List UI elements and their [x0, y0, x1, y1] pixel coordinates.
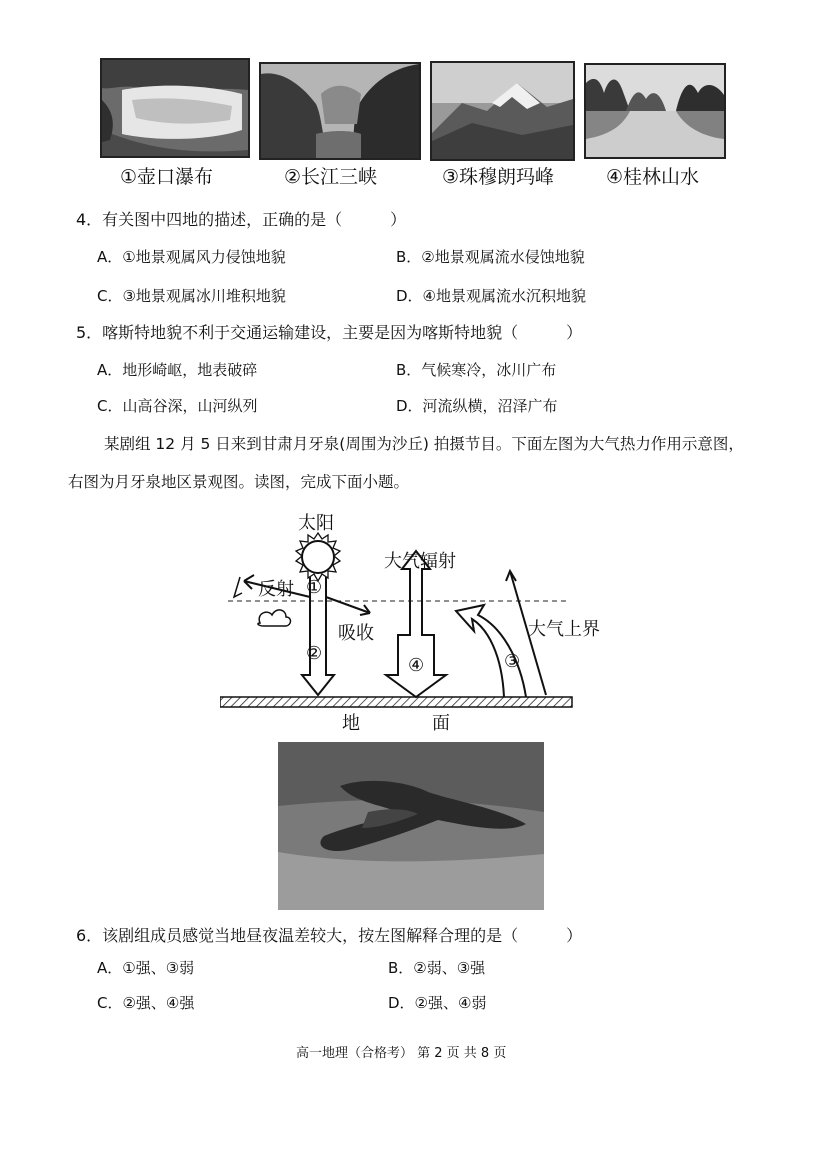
sun-icon	[296, 533, 340, 581]
label-atm-radiation: 大气辐射	[384, 551, 456, 572]
photo-caption: ①壶口瀑布	[120, 166, 214, 188]
label-absorb: 吸收	[338, 623, 374, 644]
label-n4: ④	[408, 655, 425, 676]
diagram-drawing	[220, 505, 580, 735]
page-footer: 高一地理（合格考） 第 2 页 共 8 页	[296, 1046, 507, 1061]
label-ground-right: 面	[432, 713, 450, 734]
label-n3: ③	[504, 651, 521, 672]
question-6-option-c[interactable]: C．②强、④强	[97, 994, 195, 1012]
question-5-option-b[interactable]: B．气候寒冷，冰川广布	[396, 361, 557, 379]
intro-line-1: 某剧组 12 月 5 日来到甘肃月牙泉(周围为沙丘) 拍摄节目。下面左图为大气热力作用示意图，	[104, 435, 744, 453]
label-n1: ①	[306, 577, 323, 598]
label-n2: ②	[306, 643, 323, 664]
question-6-option-a[interactable]: A．①强、③弱	[97, 959, 195, 977]
question-5-option-a[interactable]: A．地形崎岖，地表破碎	[97, 361, 258, 379]
label-atm-boundary: 大气上界	[528, 619, 600, 640]
question-4-stem: 4．有关图中四地的描述，正确的是（ ）	[76, 210, 407, 229]
photo-caption: ②长江三峡	[284, 166, 378, 188]
photo-caption: ③珠穆朗玛峰	[442, 166, 555, 188]
question-5-option-d[interactable]: D．河流纵横，沼泽广布	[396, 397, 558, 415]
photo-three-gorges	[259, 62, 421, 160]
question-4-option-d[interactable]: D．④地景观属流水沉积地貌	[396, 287, 586, 305]
question-5-stem: 5．喀斯特地貌不利于交通运输建设，主要是因为喀斯特地貌（ ）	[76, 323, 583, 342]
question-6-option-b[interactable]: B．②弱、③强	[388, 959, 486, 977]
atmosphere-heat-diagram	[220, 505, 600, 735]
photo-hukou-waterfall	[100, 58, 250, 158]
question-5-option-c[interactable]: C．山高谷深，山河纵列	[97, 397, 258, 415]
question-6-option-d[interactable]: D．②强、④弱	[388, 994, 487, 1012]
photo-caption: ④桂林山水	[606, 166, 700, 188]
question-4-option-b[interactable]: B．②地景观属流水侵蚀地貌	[396, 248, 585, 266]
cloud-icon	[258, 610, 291, 626]
question-6-stem: 6．该剧组成员感觉当地昼夜温差较大，按左图解释合理的是（ ）	[76, 926, 583, 945]
label-sun: 太阳	[298, 513, 334, 534]
photo-everest	[430, 61, 575, 161]
label-reflect: 反射	[258, 579, 294, 600]
question-4-option-a[interactable]: A．①地景观属风力侵蚀地貌	[97, 248, 286, 266]
question-4-option-c[interactable]: C．③地景观属冰川堆积地貌	[97, 287, 286, 305]
label-ground-left: 地	[342, 713, 360, 734]
intro-line-2: 右图为月牙泉地区景观图。读图，完成下面小题。	[68, 473, 410, 491]
photo-crescent-lake	[278, 742, 544, 910]
photo-guilin	[584, 63, 726, 159]
